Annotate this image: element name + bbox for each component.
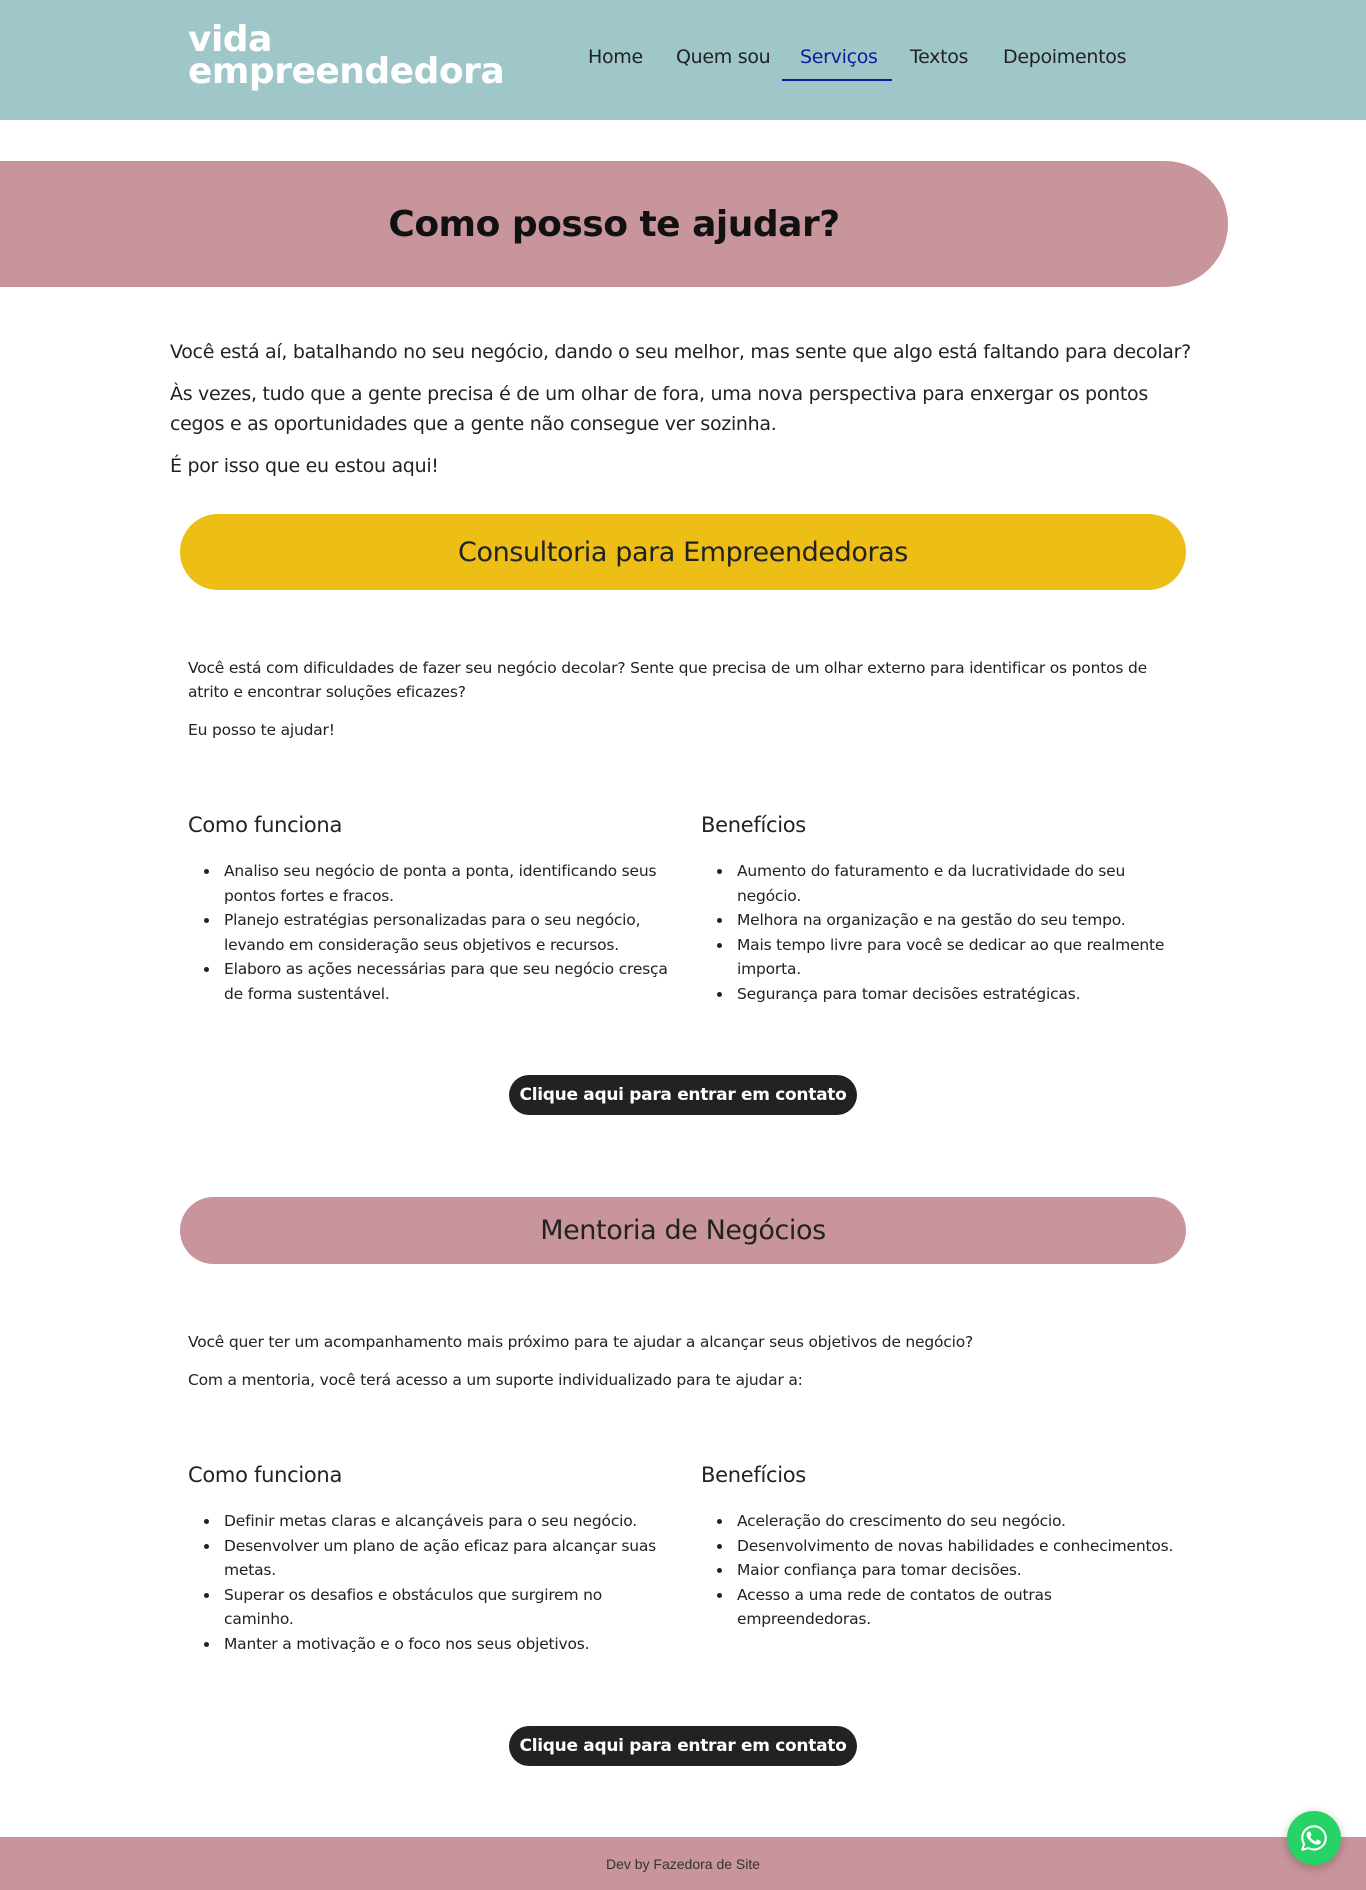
how-it-works-list bbox=[188, 859, 668, 1006]
benefits-list bbox=[701, 1509, 1181, 1632]
service-banner-consultoria bbox=[180, 514, 1186, 590]
list-item: Desenvolver um plano de ação eficaz para alcançar suas metas. bbox=[224, 1534, 668, 1583]
whatsapp-button[interactable] bbox=[1287, 1811, 1341, 1865]
logo[interactable] bbox=[188, 19, 505, 92]
list-item: Superar os desafios e obstáculos que surgirem no caminho. bbox=[224, 1583, 668, 1632]
service-title: Mentoria de Negócios bbox=[540, 1215, 826, 1246]
service-paragraph: Com a mentoria, você terá acesso a um suporte individualizado para te ajudar a: bbox=[188, 1371, 803, 1389]
nav-textos[interactable]: Textos bbox=[910, 46, 969, 68]
benefits-list bbox=[701, 859, 1181, 1006]
intro-paragraph: Você está aí, batalhando no seu negócio, dando o seu melhor, mas sente que algo está faltando para decolar? bbox=[170, 341, 1191, 363]
service-paragraph: Eu posso te ajudar! bbox=[188, 721, 335, 739]
logo-line-2: empreendedora bbox=[188, 51, 505, 92]
whatsapp-icon bbox=[1299, 1823, 1329, 1853]
service-title: Consultoria para Empreendedoras bbox=[458, 536, 908, 568]
nav-servicos[interactable]: Serviços bbox=[800, 46, 878, 68]
list-item: Elaboro as ações necessárias para que seu negócio cresça de forma sustentável. bbox=[224, 957, 668, 1006]
hero-banner bbox=[0, 161, 1228, 287]
list-item: Aumento do faturamento e da lucratividade do seu negócio. bbox=[737, 859, 1181, 908]
list-item: Definir metas claras e alcançáveis para o seu negócio. bbox=[224, 1509, 668, 1534]
nav-home[interactable]: Home bbox=[588, 46, 643, 68]
list-item: Aceleração do crescimento do seu negócio. bbox=[737, 1509, 1181, 1534]
benefits-column bbox=[701, 813, 1181, 1006]
column-heading: Como funciona bbox=[188, 1463, 343, 1487]
active-nav-indicator bbox=[782, 79, 892, 81]
list-item: Planejo estratégias personalizadas para o seu negócio, levando em consideração seus objetivos e recursos. bbox=[224, 908, 668, 957]
footer-credit[interactable]: Dev by Fazedora de Site bbox=[605, 1855, 761, 1872]
page-title: Como posso te ajudar? bbox=[388, 203, 840, 245]
column-heading: Benefícios bbox=[701, 813, 806, 837]
contact-button[interactable]: Clique aqui para entrar em contato bbox=[509, 1075, 857, 1115]
contact-button[interactable]: Clique aqui para entrar em contato bbox=[509, 1726, 857, 1766]
list-item: Desenvolvimento de novas habilidades e conhecimentos. bbox=[737, 1534, 1181, 1559]
list-item: Mais tempo livre para você se dedicar ao que realmente importa. bbox=[737, 933, 1181, 982]
list-item: Melhora na organização e na gestão do seu tempo. bbox=[737, 908, 1181, 933]
service-description bbox=[188, 656, 1188, 756]
how-it-works-list bbox=[188, 1509, 668, 1656]
list-item: Analiso seu negócio de ponta a ponta, identificando seus pontos fortes e fracos. bbox=[224, 859, 668, 908]
intro-paragraph: É por isso que eu estou aqui! bbox=[170, 455, 439, 477]
column-heading: Benefícios bbox=[701, 1463, 806, 1487]
service-description bbox=[188, 1330, 1188, 1406]
intro-paragraph: Às vezes, tudo que a gente precisa é de um olhar de fora, uma nova perspectiva para enxergar os pontos cegos e as oportunidades que a gente não consegue ver sozinha. bbox=[170, 383, 1148, 435]
service-paragraph: Você está com dificuldades de fazer seu negócio decolar? Sente que precisa de um olhar externo para identificar os pontos de atrito e encontrar soluções eficazes? bbox=[188, 659, 1147, 701]
intro-text bbox=[170, 337, 1200, 493]
how-it-works-column bbox=[188, 813, 668, 1006]
list-item: Manter a motivação e o foco nos seus objetivos. bbox=[224, 1632, 668, 1657]
logo-line-1: vida bbox=[188, 19, 272, 60]
service-paragraph: Você quer ter um acompanhamento mais próximo para te ajudar a alcançar seus objetivos de negócio? bbox=[188, 1333, 974, 1351]
list-item: Segurança para tomar decisões estratégicas. bbox=[737, 982, 1181, 1007]
how-it-works-column bbox=[188, 1463, 668, 1656]
site-footer bbox=[0, 1837, 1366, 1890]
nav-quem-sou[interactable]: Quem sou bbox=[676, 46, 771, 68]
list-item: Maior confiança para tomar decisões. bbox=[737, 1558, 1181, 1583]
list-item: Acesso a uma rede de contatos de outras empreendedoras. bbox=[737, 1583, 1181, 1632]
nav-depoimentos[interactable]: Depoimentos bbox=[1003, 46, 1127, 68]
column-heading: Como funciona bbox=[188, 813, 343, 837]
service-banner-mentoria bbox=[180, 1197, 1186, 1264]
site-header bbox=[0, 0, 1366, 120]
benefits-column bbox=[701, 1463, 1181, 1632]
